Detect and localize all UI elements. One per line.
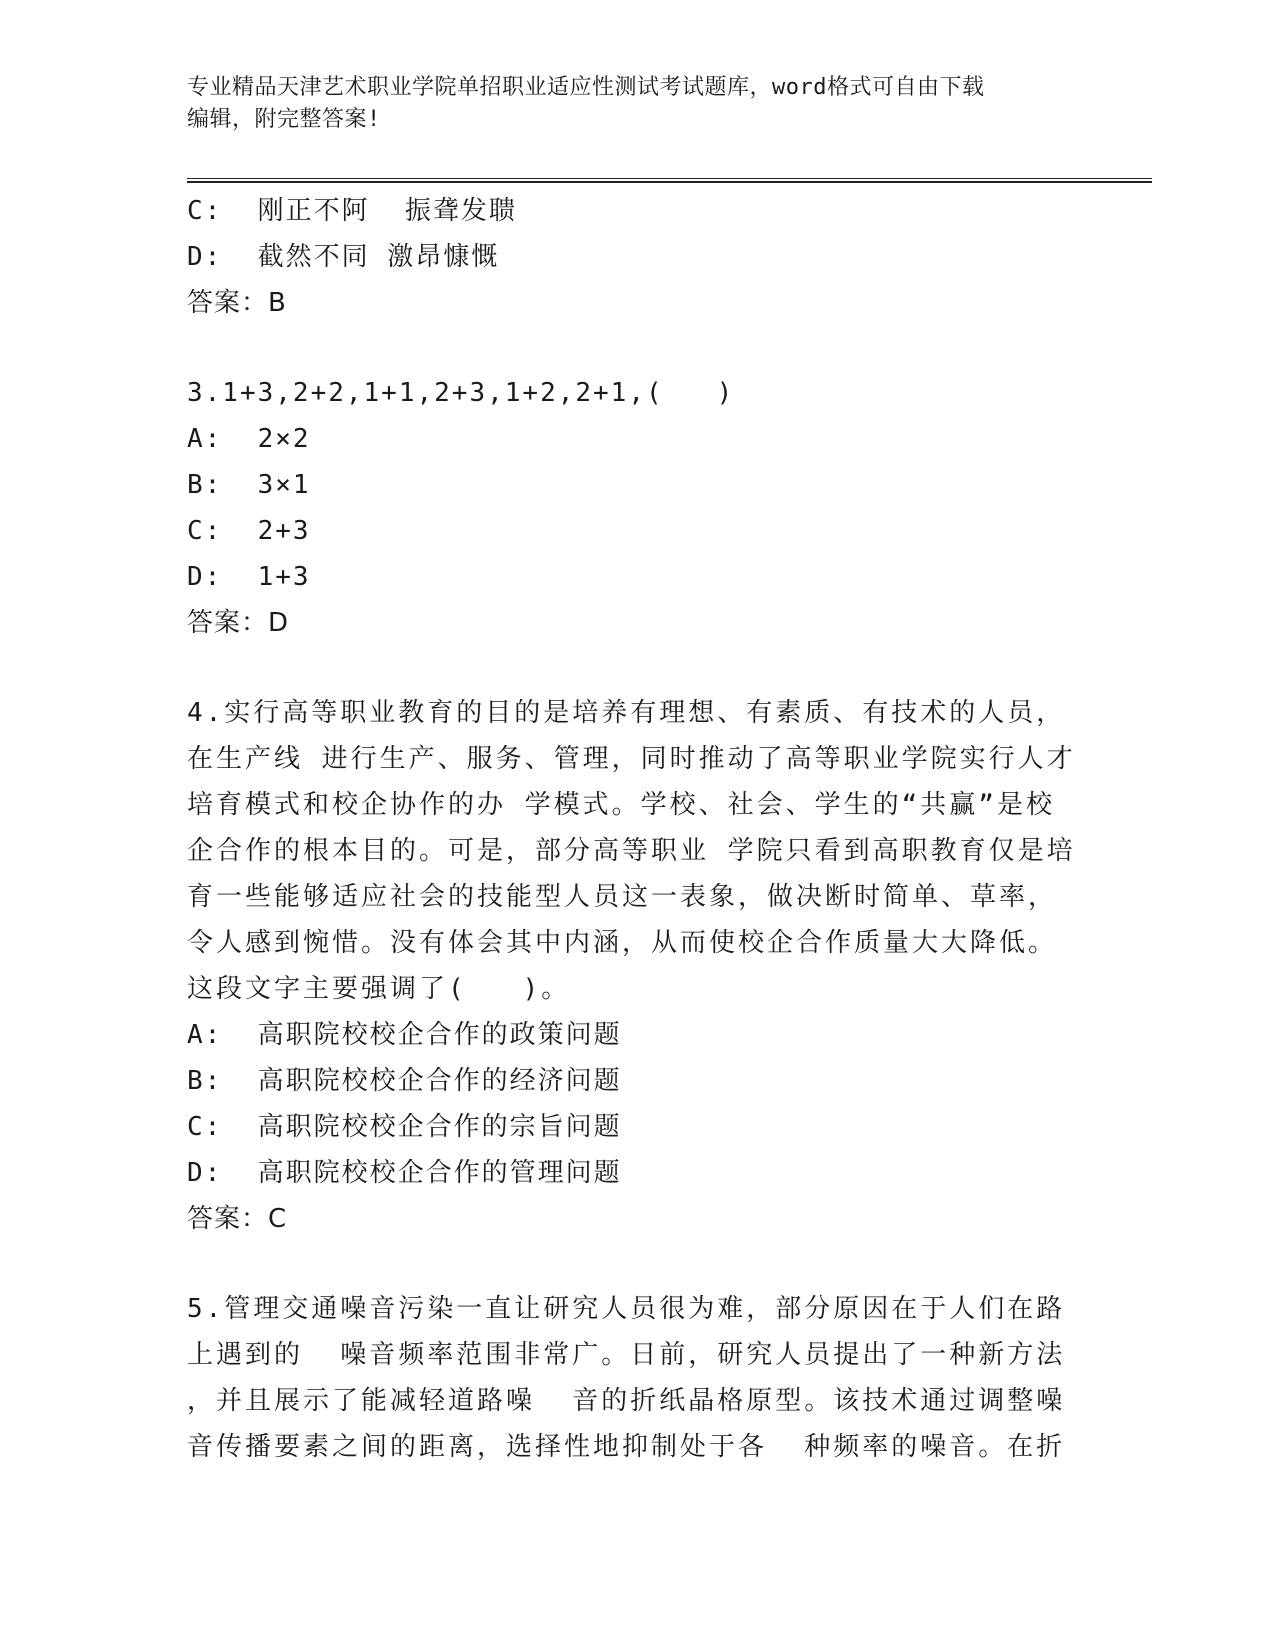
q4-question-line: 4.实行高等职业教育的目的是培养有理想、有素质、有技术的人员， bbox=[187, 698, 1066, 728]
q4-option-a: A: 高职院校校企合作的政策问题 bbox=[187, 1020, 622, 1050]
spacer bbox=[187, 326, 1087, 370]
q3-option-a: A: 2×2 bbox=[187, 424, 311, 454]
q4-question-line: 在生产线 进行生产、服务、管理，同时推动了高等职业学院实行人才 bbox=[187, 744, 1076, 774]
header-rule-thick bbox=[187, 181, 1152, 183]
q4-option-b: B: 高职院校校企合作的经济问题 bbox=[187, 1066, 622, 1096]
q5-question-line: 上遇到的 噪音频率范围非常广。日前，研究人员提出了一种新方法 bbox=[187, 1340, 1066, 1370]
document-body bbox=[187, 188, 1087, 1470]
q4-question-line: 培育模式和校企协作的办 学模式。学校、社会、学生的“共赢”是校 bbox=[187, 790, 1055, 820]
header-rule-thin bbox=[187, 178, 1152, 179]
document-header bbox=[187, 72, 1067, 136]
q4-question-line: 令人感到惋惜。没有体会其中内涵，从而使校企合作质量大大降低。 bbox=[187, 928, 1058, 958]
q4-answer: 答案：C bbox=[187, 1204, 288, 1234]
spacer bbox=[187, 1242, 1087, 1286]
q4-option-d: D: 高职院校校企合作的管理问题 bbox=[187, 1158, 622, 1188]
q4-question-line: 这段文字主要强调了( )。 bbox=[187, 974, 571, 1004]
q3-option-b: B: 3×1 bbox=[187, 470, 311, 500]
q3-option-c: C: 2+3 bbox=[187, 516, 311, 546]
q3-option-d: D: 1+3 bbox=[187, 562, 311, 592]
q2-answer: 答案：B bbox=[187, 288, 287, 318]
q5-question-line: ，并且展示了能减轻道路噪 音的折纸晶格原型。该技术通过调整噪 bbox=[187, 1386, 1066, 1416]
q3-question: 3.1+3,2+2,1+1,2+3,1+2,2+1,( ) bbox=[187, 378, 735, 408]
q3-answer: 答案：D bbox=[187, 608, 290, 638]
q4-question-line: 育一些能够适应社会的技能型人员这一表象，做决断时简单、草率， bbox=[187, 882, 1058, 912]
q4-option-c: C: 高职院校校企合作的宗旨问题 bbox=[187, 1112, 622, 1142]
spacer bbox=[187, 646, 1087, 690]
header-line-1: 专业精品天津艺术职业学院单招职业适应性测试考试题库，word格式可自由下载 bbox=[187, 75, 985, 100]
q4-question-line: 企合作的根本目的。可是，部分高等职业 学院只看到高职教育仅是培 bbox=[187, 836, 1076, 866]
q5-question-line: 5.管理交通噪音污染一直让研究人员很为难，部分原因在于人们在路 bbox=[187, 1294, 1066, 1324]
q2-option-c: C: 刚正不阿 振聋发聩 bbox=[187, 196, 517, 226]
q5-question-line: 音传播要素之间的距离，选择性地抑制处于各 种频率的噪音。在折 bbox=[187, 1432, 1066, 1462]
q2-option-d: D: 截然不同 激昂慷慨 bbox=[187, 242, 500, 272]
header-line-2: 编辑，附完整答案! bbox=[187, 107, 381, 132]
